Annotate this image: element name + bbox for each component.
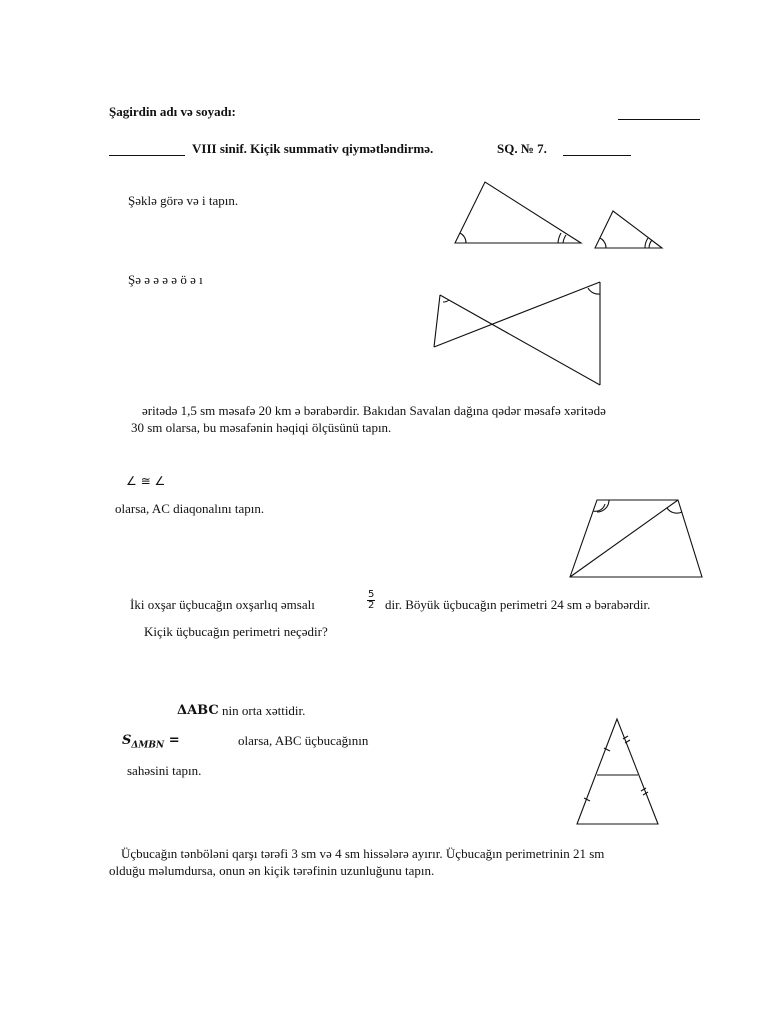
- task4-text: olarsa, AC diaqonalını tapın.: [115, 501, 265, 516]
- triangle-abc: [577, 719, 658, 824]
- student-name-blank: [618, 107, 700, 120]
- student-name-label: Şagirdin adı və soyadı:: [109, 104, 236, 119]
- task5-line1-end: dir. Böyük üçbucağın perimetri 24 sm ə bərabərdir.: [385, 597, 651, 612]
- task7-line2: olduğu məlumdursa, onun ən kiçik tərəfinin uzunluğunu tapın.: [109, 863, 435, 878]
- area-subscript: ΔMBN: [131, 740, 165, 751]
- task7-line1: Üçbucağın tənböləni qarşı tərəfi 3 sm və 4 sm hissələrə ayırır. Üçbucağın perimetrinin 21 sm: [121, 846, 605, 861]
- area-equals: =: [168, 733, 180, 748]
- similarity-ratio-fraction: [367, 590, 375, 611]
- triangle-abc-label: ΔABC: [177, 703, 219, 718]
- date-blank: [109, 143, 185, 156]
- task4-trapezoid-figure: [560, 490, 710, 585]
- area-mbn-label: [122, 733, 180, 752]
- fraction-denominator: 2: [368, 600, 375, 611]
- trapezoid: [570, 500, 702, 577]
- large-triangle: [455, 182, 581, 243]
- task5-line2: Kiçik üçbucağın perimetri neçədir?: [144, 624, 328, 639]
- task6-line1: nin orta xəttidir.: [222, 703, 306, 718]
- task3-line1: əritədə 1,5 sm məsafə 20 km ə bərabərdir. Bakıdan Savalan dağına qədər məsafə xəritədə: [142, 403, 606, 418]
- task2-text: Şə ə ə ə ə ö ə ı: [128, 272, 203, 287]
- task2-crossed-triangles-figure: [425, 280, 615, 395]
- fraction-numerator: 5: [368, 589, 375, 600]
- task6-line2: olarsa, ABC üçbucağının: [238, 733, 369, 748]
- task5-line1-start: İki oxşar üçbucağın oxşarlıq əmsalı: [130, 597, 315, 612]
- task6-line3: sahəsini tapın.: [127, 763, 202, 778]
- task3-line2: 30 sm olarsa, bu məsafənin həqiqi ölçüsünü tapın.: [131, 420, 392, 435]
- task4-angle-symbols: ∠ ≅ ∠: [126, 474, 166, 488]
- sq-blank: [563, 143, 631, 156]
- sq-label: SQ. № 7.: [497, 141, 547, 156]
- task1-text: Şəklə görə və i tapın.: [128, 193, 239, 208]
- worksheet-title: VIII sinif. Kiçik summativ qiymətləndirmə.: [192, 141, 434, 156]
- area-symbol: S: [122, 733, 132, 748]
- diagonal-ac: [570, 500, 678, 577]
- task6-midline-triangle-figure: [570, 712, 670, 832]
- task1-similar-triangles-figure: [440, 170, 680, 260]
